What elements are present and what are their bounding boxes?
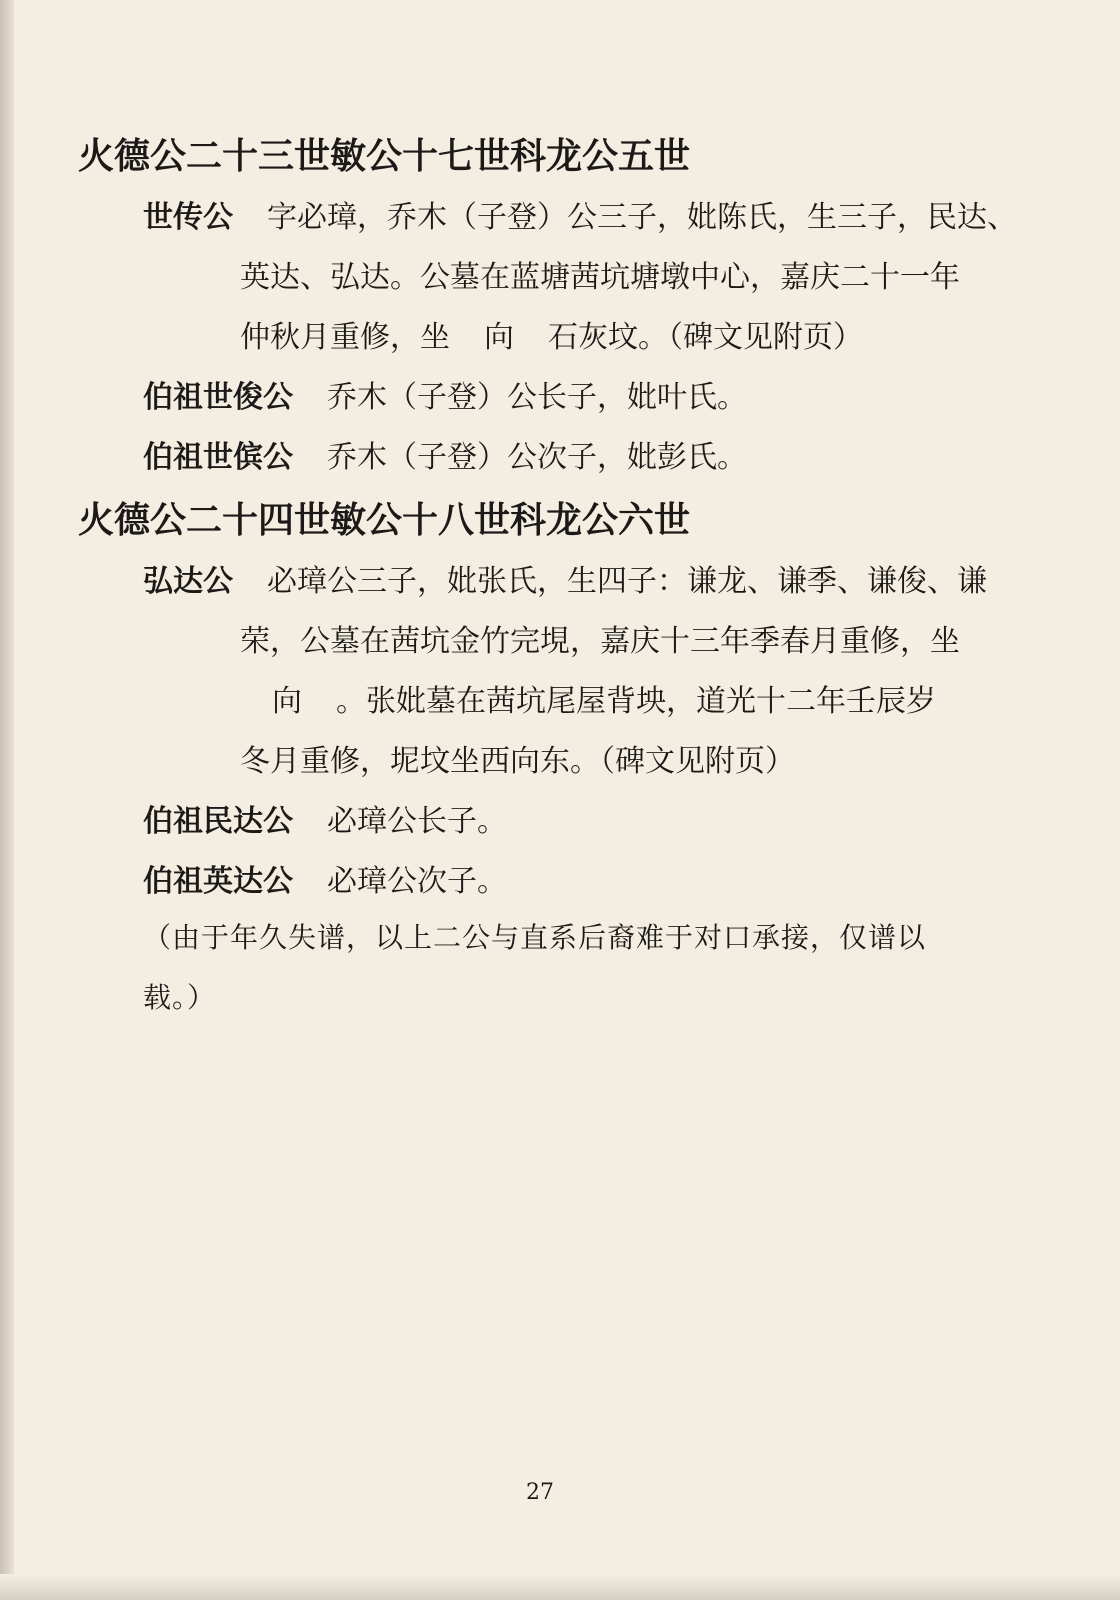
entry-continuation: [272, 676, 936, 720]
entry-text: 乔木（子登）公次子，妣彭氏。: [327, 440, 747, 475]
entry-text: 必璋公次子。: [327, 864, 507, 899]
entry-text: 字必璋，乔木（子登）公三子，妣陈氏，生三子，民达、: [267, 200, 1017, 235]
entry-yingda: [143, 856, 507, 900]
entry-continuation: 荣，公墓在茜坑金竹完垷，嘉庆十三年季春月重修，坐: [240, 624, 960, 659]
entry-shijun: [143, 372, 747, 416]
page-number: 27: [526, 1480, 554, 1505]
scan-edge-bottom: [0, 1574, 1120, 1600]
note-line: （由于年久失谱，以上二公与直系后裔难于对口承接，仅谱以: [143, 921, 927, 954]
entry-continuation: 冬月重修，坭坟坐西向东。（碑文见附页）: [240, 744, 795, 779]
scan-edge-left: [0, 0, 14, 1600]
entry-shibin: [143, 432, 747, 476]
note-line: 载。）: [143, 981, 217, 1014]
entry-text: 必璋公三子，妣张氏，生四子：谦龙、谦季、谦俊、谦: [267, 564, 987, 599]
section-heading-2: 火德公二十四世敏公十八世科龙公六世: [78, 500, 691, 541]
entry-text: 仲秋月重修，坐: [240, 320, 450, 355]
entry-text: 。张妣墓在茜坑尾屋背坱，道光十二年壬辰岁: [336, 684, 936, 719]
entry-name: 伯祖英达公: [143, 864, 293, 899]
entry-name: 伯祖世傧公: [143, 440, 293, 475]
entry-hongda: [143, 556, 987, 600]
entry-text: 石灰坟。（碑文见附页）: [548, 320, 863, 355]
entry-name: 弘达公: [143, 564, 233, 599]
entry-shichuan: [143, 192, 1017, 236]
section-heading-1: 火德公二十三世敏公十七世科龙公五世: [78, 136, 691, 177]
entry-text: 乔木（子登）公长子，妣叶氏。: [327, 380, 747, 415]
entry-text: 向: [484, 320, 514, 355]
entry-continuation: [240, 312, 863, 356]
entry-name: 伯祖民达公: [143, 804, 293, 839]
entry-text: 必璋公长子。: [327, 804, 507, 839]
entry-continuation: 英达、弘达。公墓在蓝塘茜坑塘墩中心，嘉庆二十一年: [240, 260, 960, 295]
entry-text: 向: [272, 684, 302, 719]
entry-minda: [143, 796, 507, 840]
entry-name: 世传公: [143, 200, 233, 235]
entry-name: 伯祖世俊公: [143, 380, 293, 415]
